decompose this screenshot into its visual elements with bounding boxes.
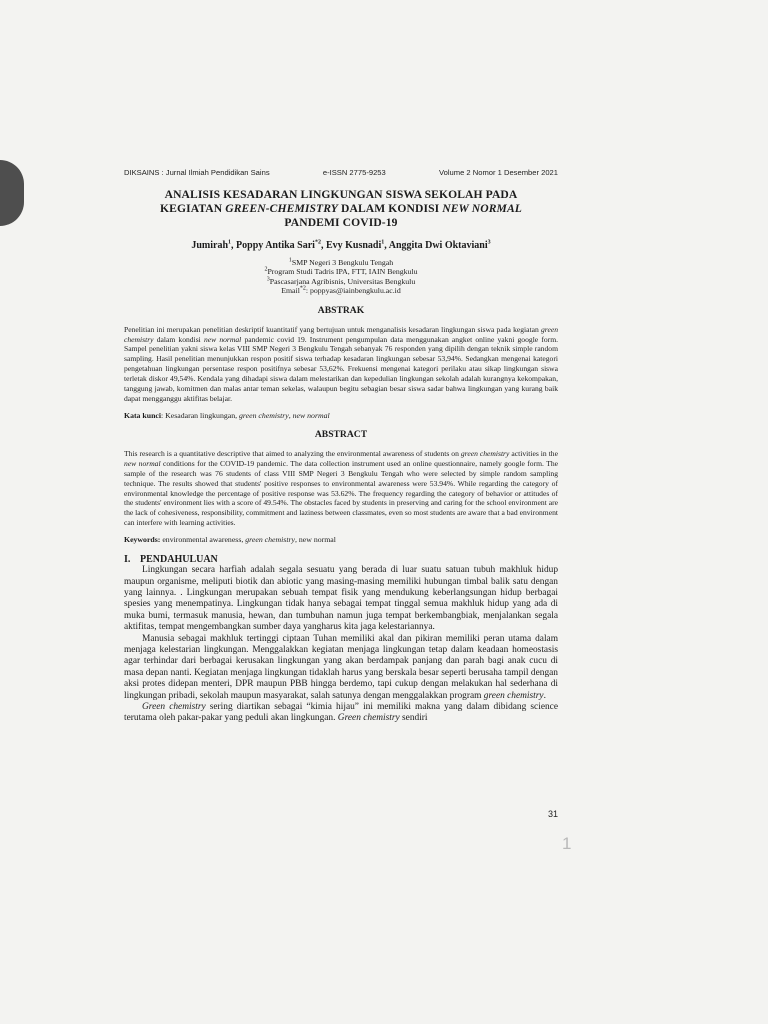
aff-text: SMP Negeri 3 Bengkulu Tengah — [291, 258, 394, 267]
author-name: Poppy Antika Sari — [236, 240, 315, 251]
abstrak-text: dalam kondisi — [153, 334, 204, 344]
aff-text: Pascasarjana Agribisnis, Universitas Bengkulu — [269, 276, 416, 286]
title-line-2 — [124, 202, 558, 216]
abstract-italic: new normal — [124, 458, 161, 468]
intro-paragraph-1: Lingkungan secara harfiah adalah segala sesuatu yang berada di luar suatu satuan tubuh makhluk hidup maupun organisme, meliputi biotik dan abiotic yang masing-masing memiliki hubungan timbal balik satu dengan yang lainnya. . Lingkungan merupakan sebuah tempat fisik yang mendukung keberlangsungan hidup berbagai spesies yang menempatinya. Lingkungan tidak hanya sebagai tempat tinggal semua makhluk hidup yang ada di muka bumi, termasuk manusia, hewan, dan tumbuhan namun juga tempat berkembangbiak, menjalankan segala aktifitas, tempat mengembangkan sumber daya yangharus kita jaga kelestariannya. — [124, 565, 558, 633]
abstract-italic: green chemistry — [460, 448, 510, 458]
aff-text: Email — [281, 286, 300, 296]
aff-text: Program Studi Tadris IPA, FTT, IAIN Bengkulu — [267, 267, 418, 277]
abstrak-italic: green chemistry — [124, 324, 558, 344]
abstract-text: conditions for the COVID-19 pandemic. The data collection instrument used an online questionnaire, namely google form. The sample of the research was 76 students of class VIII SMP Negeri 3 Bengkulu Tengah who were selected by simple random sampling technique. The results showed that students' positive responses to environmental awareness were 53.94%. While regarding the category of environmental knowledge the percentage of positive response was 53.62%. The frequency regarding the category of behavior or attitudes of the students' environment lies with a score of 49.54%. The obstacles faced by students in preserving and caring for the school environment are the lack of cohesiveness, responsibility, commitment and laziness between classmates, even so most students are aware that a bad environment can interfere with learning activities. — [124, 458, 558, 528]
intro-paragraph-3 — [124, 702, 558, 725]
kata-kunci-text: , — [288, 410, 293, 420]
keywords-italic: green chemistry — [245, 535, 295, 545]
aff-sup: 2 — [264, 266, 268, 273]
affiliation-line — [124, 258, 558, 267]
paper-title — [124, 188, 558, 230]
abstract-text: activities in the — [509, 448, 558, 458]
abstract-text: This research is a quantitative descriptive that aimed to analyzing the environmental awareness of students on — [124, 448, 461, 458]
journal-volume: Volume 2 Nomor 1 Desember 2021 — [438, 168, 558, 177]
paper-page — [124, 168, 558, 725]
keywords-text: environmental awareness, — [160, 535, 246, 545]
kata-kunci-italic: new normal — [292, 410, 330, 420]
kata-kunci-italic: green chemistry — [239, 410, 289, 420]
email-address: : poppyas@iainbengkulu.ac.id — [305, 286, 401, 296]
abstract-heading: ABSTRACT — [314, 428, 368, 440]
author-sup: *2 — [314, 239, 321, 246]
kata-kunci-text: : Kesadaran lingkungan, — [161, 410, 239, 420]
section-number: I. — [124, 554, 131, 566]
para-text: sendiri — [399, 713, 428, 724]
kata-kunci — [124, 411, 558, 420]
keywords-text: , new normal — [295, 535, 336, 545]
section-heading-intro — [124, 554, 558, 565]
author-name: Jumirah — [191, 240, 229, 251]
kata-kunci-label: Kata kunci — [124, 410, 162, 420]
journal-name: DIKSAINS : Jurnal Ilmiah Pendidikan Sains — [124, 168, 270, 177]
abstrak-body — [124, 325, 558, 404]
para-italic: Green chemistry — [142, 702, 206, 712]
page-tab-marker — [0, 160, 24, 226]
keywords — [124, 535, 558, 544]
aff-sup: *2 — [299, 285, 306, 292]
title-line-1: ANALISIS KESADARAN LINGKUNGAN SISWA SEKOLAH PADA — [164, 188, 518, 201]
affiliations — [124, 258, 558, 296]
author-sup: 3 — [487, 239, 491, 246]
para-text: sering diartikan sebagai “kimia hijau” ini memiliki makna yang dalam dibidang science terutama oleh pakar-pakar yang peduli akan lingkungan. — [124, 702, 558, 724]
para-italic: green chemistry — [483, 690, 544, 701]
author-name: Anggita Dwi Oktaviani — [388, 240, 488, 251]
aff-sup: 1 — [288, 257, 292, 264]
abstrak-text: Penelitian ini merupakan penelitian deskriptif kuantitatif yang bertujuan untuk menganalisis kesadaran lingkungan siswa pada kegiatan — [124, 324, 541, 334]
title-italic: NEW NORMAL — [442, 202, 522, 215]
keywords-label: Keywords: — [124, 535, 161, 545]
page-corner-mark: 1 — [562, 834, 572, 853]
author-sup: 1 — [381, 239, 385, 246]
title-text: DALAM KONDISI — [338, 202, 443, 215]
para-text: Manusia sebagai makhluk tertinggi ciptaan Tuhan memiliki akal dan pikiran memiliki peran utama dalam menjaga kelestarian lingkungan. Menggalakkan kegiatan menjaga lingkungan tetap dalam keadaan homeostasis agar terhindar dari berbagai kerusakan lingkungan yang akan berdampak panjang dan parah bagi anak cucu di masa depan nanti. Kegiatan menjaga lingkungan tidaklah harus yang berskala besar seperti berusaha tampil dengan aksi protes didepan menteri, DPR maupun PBB hingga berdemo, tapi cukup dengan melakukan hal sederhana di lingkungan pribadi, sekolah maupun masyarakat, salah satunya dengan menggalakkan program — [124, 633, 558, 701]
author-sup: 1 — [228, 239, 232, 246]
section-title: PENDAHULUAN — [140, 554, 218, 566]
abstrak-italic: new normal — [203, 334, 242, 344]
title-italic: GREEN-CHEMISTRY — [225, 202, 338, 215]
affiliation-line — [124, 267, 558, 276]
title-line-3: PANDEMI COVID-19 — [284, 216, 398, 229]
journal-issn: e-ISSN 2775-9253 — [322, 168, 386, 177]
abstrak-heading: ABSTRAK — [317, 304, 365, 316]
author-list: Jumirah$^1$, Poppy Antika Sari$^{*2}$, Evy Kusnadi$^1$, Anggita Dwi Oktaviani$^3$ — [191, 239, 491, 251]
journal-header — [124, 168, 558, 177]
para-text: . — [543, 690, 546, 701]
title-text: KEGIATAN — [160, 202, 226, 215]
author-name: Evy Kusnadi — [325, 240, 382, 251]
affiliation-line — [124, 277, 558, 286]
email-line — [124, 286, 558, 295]
aff-sup: 3 — [266, 276, 270, 283]
page-number: 31 — [548, 809, 559, 819]
para-italic: Green chemistry — [337, 713, 400, 724]
intro-paragraph-2 — [124, 634, 558, 702]
abstrak-text: pandemic covid 19. Instrument pengumpulan data menggunakan angket online yakni google form. Sampel penelitian yakni siswa kelas VIII SMP Negeri 3 Bengkulu Tengah sebanyak 76 responden yang dipilih dengan teknik simple random sampling. Hasil penelitian menunjukkan respon positif siswa terhadap kesadaran lingkungan sebesar 53,94%. Sedangkan mengenai kategori pengetahuan lingkungan persentase respon positifnya sebesar 53,62%. Frekuensi mengenai kategori perilaku atau sikap lingkungan siswa terletak diskor 49,54%. Kendala yang dihadapi siswa dalam melestarikan dan kepedulian lingkungan sekolah adalah kurangnya kekompakan, tanggung jawab, komitmen dan malas antar teman sekelas, walaupun begitu sebagian besar siswa sadar bahwa lingkungan yang kurang baik dapat mengganggu aktifitas belajar. — [124, 334, 558, 403]
abstract-body — [124, 449, 558, 528]
